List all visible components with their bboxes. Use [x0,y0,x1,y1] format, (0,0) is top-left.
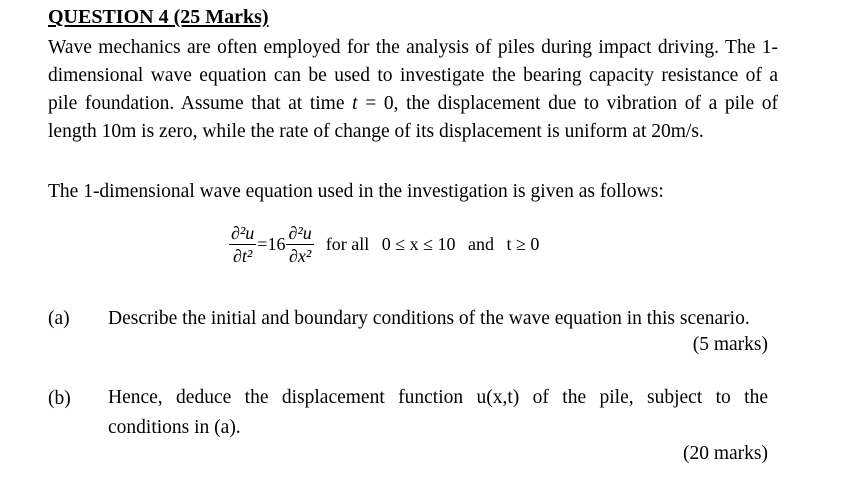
part-a-text: Describe the initial and boundary conditions of the wave equation in this scenario. [108,308,750,329]
equation-equals: =16 [257,233,286,254]
part-b-text [108,383,768,443]
part-a-marks: (5 marks) [692,334,768,355]
question-intro [48,34,778,146]
intro-part1: Wave mechanics are often employed for the analysis of piles during impact driving. The 1-dimensional wave equation can be used to investigate the bearing capacity resistance of a pile foundation. Assume that at time [48,37,778,114]
condition-range: 0 ≤ x ≤ 10 [381,233,456,254]
equation-conditions [314,234,548,255]
lhs-fraction [229,223,256,266]
rhs-denominator: ∂x² [288,245,312,266]
lhs-numerator: ∂²u [231,222,255,243]
intro-part2: = 0, the displacement due to vibration of a pile of length 10m is zero, while the rate of change of its displacement is uniform at 20m/s. [48,93,779,142]
intro-time-variable: t [352,93,358,114]
lhs-denominator: ∂t² [233,245,253,266]
part-b-line2: conditions in (a). [108,417,241,438]
condition-time: t ≥ 0 [506,233,540,254]
condition-and: and [468,233,494,254]
part-a-label: (a) [48,308,70,329]
question-heading: QUESTION 4 (25 Marks) [48,6,269,28]
equation-lead: The 1-dimensional wave equation used in the investigation is given as follows: [48,181,664,202]
rhs-fraction [286,223,313,266]
rhs-numerator: ∂²u [288,222,312,243]
part-b-label: (b) [48,388,71,409]
wave-equation [229,216,547,272]
part-b-line1: Hence, deduce the displacement function u(x,t) of the pile, subject to the [108,387,768,408]
condition-prefix: for all [325,233,370,254]
part-b-marks: (20 marks) [682,443,768,464]
